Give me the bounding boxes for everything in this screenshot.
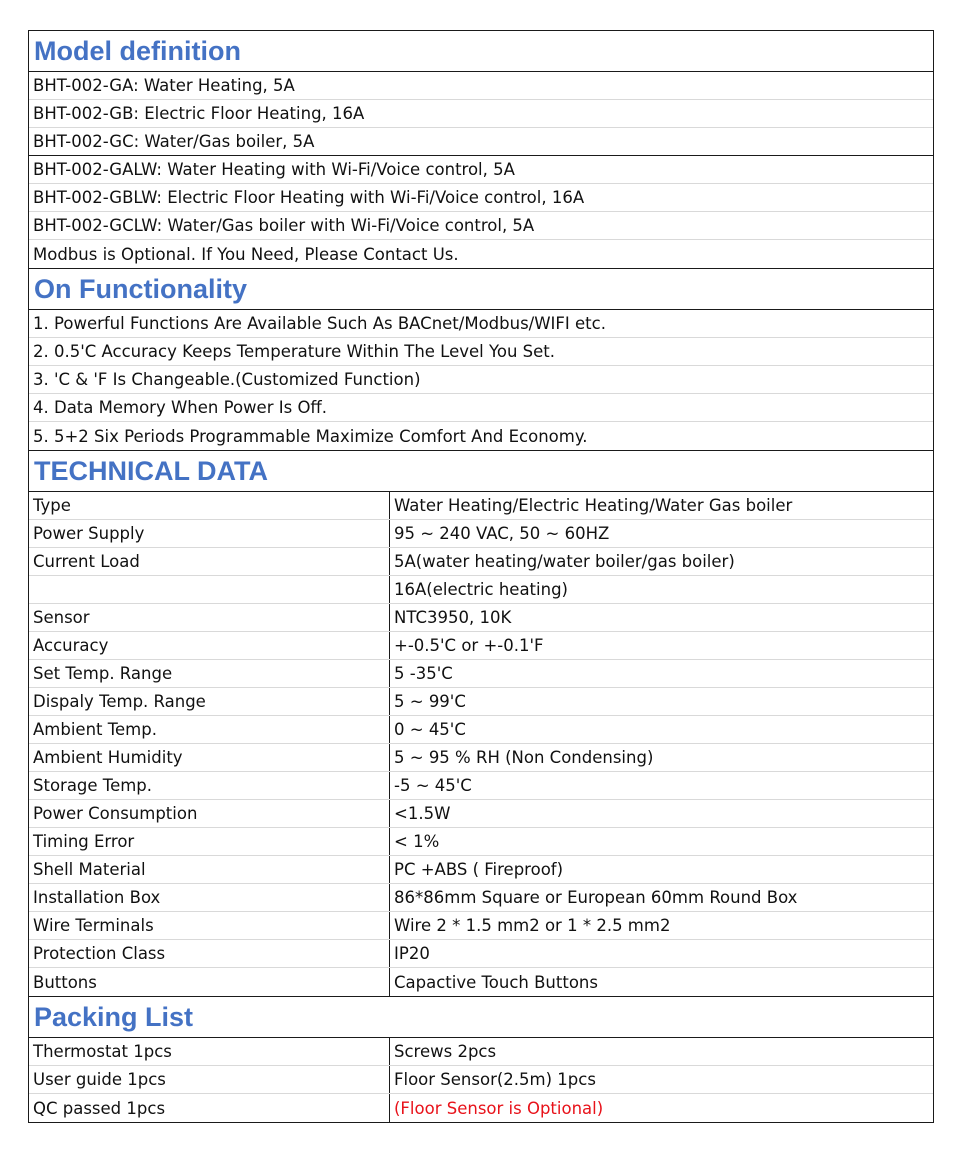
spec-label: Buttons [29,968,390,996]
function-text: 2. 0.5'C Accuracy Keeps Temperature Within The Level You Set. [33,342,555,361]
model-row [29,240,933,268]
spec-value: < 1% [394,832,440,851]
spec-value: 5 -35'C [394,664,453,683]
spec-value: IP20 [394,944,430,963]
spec-value: PC +ABS ( Fireproof) [394,860,564,879]
model-row [29,184,933,212]
spec-label [29,576,390,603]
spec-row [29,856,933,884]
spec-row [29,660,933,688]
spec-value: 5 ~ 99'C [394,692,466,711]
spec-sheet [28,30,934,1123]
spec-row [29,940,933,968]
model-definition-heading: Model definition [29,30,933,72]
function-text: 4. Data Memory When Power Is Off. [33,398,328,417]
technical-data-heading: TECHNICAL DATA [29,450,933,492]
model-row [29,100,933,128]
spec-row [29,604,933,632]
spec-row [29,744,933,772]
spec-label: Timing Error [29,828,390,855]
spec-value: 16A(electric heating) [394,580,568,599]
spec-row [29,968,933,996]
model-row [29,72,933,100]
spec-value: 5 ~ 95 % RH (Non Condensing) [394,748,654,767]
model-text: BHT-002-GCLW: Water/Gas boiler with Wi-Fi/Voice control, 5A [33,216,535,235]
spec-value: -5 ~ 45'C [394,776,472,795]
packing-item: Floor Sensor(2.5m) 1pcs [394,1070,596,1089]
spec-row [29,548,933,576]
spec-value: Water Heating/Electric Heating/Water Gas boiler [394,496,793,515]
spec-value: <1.5W [394,804,451,823]
spec-row [29,800,933,828]
function-text: 1. Powerful Functions Are Available Such As BACnet/Modbus/WIFI etc. [33,314,606,333]
function-text: 5. 5+2 Six Periods Programmable Maximize Comfort And Economy. [33,426,588,446]
spec-row [29,828,933,856]
spec-label: Ambient Humidity [29,744,390,771]
model-text: BHT-002-GALW: Water Heating with Wi-Fi/Voice control, 5A [33,160,515,179]
spec-value: 86*86mm Square or European 60mm Round Box [394,888,798,907]
spec-label: Type [29,492,390,519]
functionality-heading: On Functionality [29,268,933,310]
spec-value: 5A(water heating/water boiler/gas boiler) [394,552,735,571]
packing-row [29,1094,933,1122]
spec-row [29,716,933,744]
spec-label: Power Supply [29,520,390,547]
model-text: BHT-002-GB: Electric Floor Heating, 16A [33,104,365,123]
spec-label: Wire Terminals [29,912,390,939]
spec-label: Protection Class [29,940,390,967]
packing-item: Screws 2pcs [394,1042,497,1061]
packing-item: QC passed 1pcs [29,1094,390,1122]
packing-item: Thermostat 1pcs [29,1038,390,1065]
packing-list-heading: Packing List [29,996,933,1038]
spec-row [29,492,933,520]
spec-label: Set Temp. Range [29,660,390,687]
spec-row [29,688,933,716]
spec-value: +-0.5'C or +-0.1'F [394,636,544,655]
model-row [29,212,933,240]
function-row [29,310,933,338]
spec-value: 95 ~ 240 VAC, 50 ~ 60HZ [394,524,610,543]
model-row [29,128,933,156]
spec-value: Capactive Touch Buttons [394,972,598,992]
spec-row [29,772,933,800]
spec-row [29,884,933,912]
packing-item: User guide 1pcs [29,1066,390,1093]
packing-row [29,1038,933,1066]
function-row [29,338,933,366]
model-text: BHT-002-GA: Water Heating, 5A [33,76,295,95]
spec-value: NTC3950, 10K [394,608,512,627]
spec-label: Sensor [29,604,390,631]
spec-value: 0 ~ 45'C [394,720,466,739]
spec-label: Storage Temp. [29,772,390,799]
function-text: 3. 'C & 'F Is Changeable.(Customized Function) [33,370,421,389]
model-row [29,156,933,184]
spec-label: Installation Box [29,884,390,911]
modbus-note: Modbus is Optional. If You Need, Please Contact Us. [33,244,459,264]
spec-row [29,520,933,548]
function-row [29,422,933,450]
spec-label: Dispaly Temp. Range [29,688,390,715]
spec-row [29,632,933,660]
function-row [29,394,933,422]
spec-label: Shell Material [29,856,390,883]
spec-row [29,576,933,604]
model-text: BHT-002-GC: Water/Gas boiler, 5A [33,132,315,151]
spec-label: Accuracy [29,632,390,659]
spec-value: Wire 2 * 1.5 mm2 or 1 * 2.5 mm2 [394,916,671,935]
spec-label: Power Consumption [29,800,390,827]
spec-label: Current Load [29,548,390,575]
technical-data-table [29,492,933,996]
function-row [29,366,933,394]
spec-label: Ambient Temp. [29,716,390,743]
model-text: BHT-002-GBLW: Electric Floor Heating with Wi-Fi/Voice control, 16A [33,188,585,207]
optional-sensor-note: (Floor Sensor is Optional) [394,1098,604,1118]
spec-row [29,912,933,940]
packing-row [29,1066,933,1094]
